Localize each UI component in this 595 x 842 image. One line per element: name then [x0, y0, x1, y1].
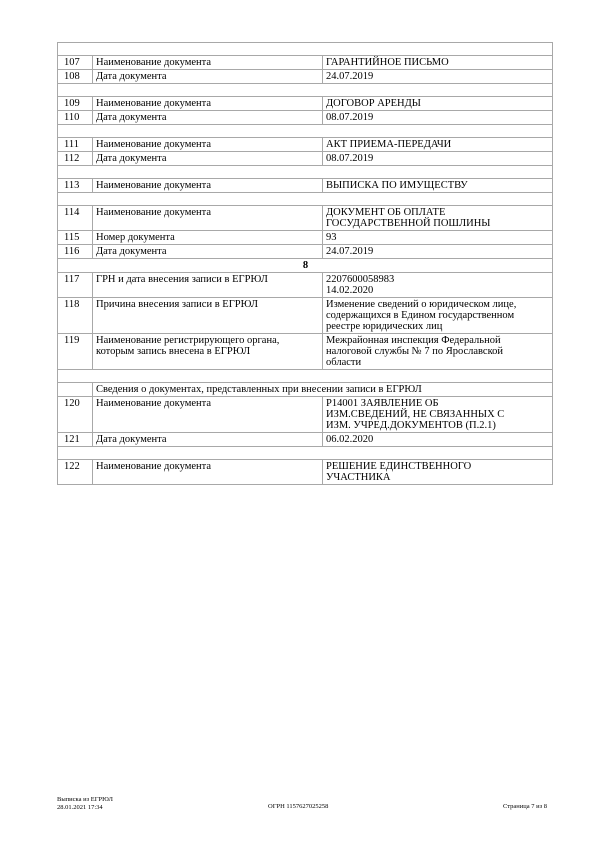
row-number: 122 [58, 460, 93, 485]
row-value: 08.07.2019 [323, 111, 553, 125]
row-label: Дата документа [93, 433, 323, 447]
row-number: 119 [58, 334, 93, 370]
egrul-extract-table [57, 42, 553, 485]
section-header-row [58, 259, 553, 273]
spacer-cell [58, 370, 553, 383]
row-number: 116 [58, 245, 93, 259]
spacer-row [58, 193, 553, 206]
row-value: ДОГОВОР АРЕНДЫ [323, 97, 553, 111]
table-row [58, 245, 553, 259]
subheader-text: Сведения о документах, представленных при внесении записи в ЕГРЮЛ [93, 383, 553, 397]
row-label: Наименование регистрирующего органа, которым запись внесена в ЕГРЮЛ [93, 334, 323, 370]
spacer-row [58, 125, 553, 138]
footer-document-info [57, 796, 113, 811]
table-body [58, 43, 553, 485]
spacer-cell [58, 193, 553, 206]
table-row [58, 179, 553, 193]
spacer-cell [58, 447, 553, 460]
row-label: Наименование документа [93, 179, 323, 193]
row-label: Причина внесения записи в ЕГРЮЛ [93, 298, 323, 334]
row-value: Изменение сведений о юридическом лице, содержащихся в Едином государственном реестре юридических лиц [323, 298, 553, 334]
row-label: Дата документа [93, 70, 323, 84]
subheader-empty-cell [58, 383, 93, 397]
row-value: 93 [323, 231, 553, 245]
row-label: Дата документа [93, 111, 323, 125]
spacer-row [58, 43, 553, 56]
row-number: 111 [58, 138, 93, 152]
row-label: ГРН и дата внесения записи в ЕГРЮЛ [93, 273, 323, 298]
spacer-row [58, 447, 553, 460]
row-value: 06.02.2020 [323, 433, 553, 447]
table-row [58, 206, 553, 231]
row-label: Наименование документа [93, 397, 323, 433]
table-row [58, 273, 553, 298]
row-value: 2207600058983 14.02.2020 [323, 273, 553, 298]
spacer-row [58, 370, 553, 383]
table-row [58, 56, 553, 70]
spacer-cell [58, 43, 553, 56]
row-number: 110 [58, 111, 93, 125]
row-number: 114 [58, 206, 93, 231]
row-label: Наименование документа [93, 97, 323, 111]
table-row [58, 460, 553, 485]
row-value: РЕШЕНИЕ ЕДИНСТВЕННОГО УЧАСТНИКА [323, 460, 553, 485]
row-label: Наименование документа [93, 56, 323, 70]
row-value: АКТ ПРИЕМА-ПЕРЕДАЧИ [323, 138, 553, 152]
row-value: 08.07.2019 [323, 152, 553, 166]
row-number: 115 [58, 231, 93, 245]
spacer-cell [58, 84, 553, 97]
row-number: 107 [58, 56, 93, 70]
footer-generated-datetime: 28.01.2021 17:34 [57, 803, 103, 811]
table-row [58, 298, 553, 334]
table-row [58, 152, 553, 166]
row-value: 24.07.2019 [323, 245, 553, 259]
row-label: Наименование документа [93, 460, 323, 485]
subheader-row [58, 383, 553, 397]
row-value: Межрайонная инспекция Федеральной налоговой службы № 7 по Ярославской области [323, 334, 553, 370]
table-row [58, 70, 553, 84]
table-row [58, 231, 553, 245]
row-value: 24.07.2019 [323, 70, 553, 84]
row-label: Номер документа [93, 231, 323, 245]
row-label: Наименование документа [93, 138, 323, 152]
table-row [58, 334, 553, 370]
row-number: 108 [58, 70, 93, 84]
row-value: ВЫПИСКА ПО ИМУЩЕСТВУ [323, 179, 553, 193]
row-value: Р14001 ЗАЯВЛЕНИЕ ОБ ИЗМ.СВЕДЕНИЙ, НЕ СВЯЗАННЫХ С ИЗМ. УЧРЕД.ДОКУМЕНТОВ (П.2.1) [323, 397, 553, 433]
row-label: Дата документа [93, 245, 323, 259]
table-row [58, 138, 553, 152]
row-label: Наименование документа [93, 206, 323, 231]
table-row [58, 97, 553, 111]
footer-ogrn: ОГРН 1157627025258 [268, 803, 329, 810]
row-label: Дата документа [93, 152, 323, 166]
row-value: ДОКУМЕНТ ОБ ОПЛАТЕ ГОСУДАРСТВЕННОЙ ПОШЛИНЫ [323, 206, 553, 231]
table-row [58, 111, 553, 125]
spacer-cell [58, 166, 553, 179]
row-number: 120 [58, 397, 93, 433]
row-number: 112 [58, 152, 93, 166]
footer-document-title: Выписка из ЕГРЮЛ [57, 796, 113, 803]
row-value: ГАРАНТИЙНОЕ ПИСЬМО [323, 56, 553, 70]
row-number: 118 [58, 298, 93, 334]
spacer-cell [58, 125, 553, 138]
row-number: 121 [58, 433, 93, 447]
section-number: 8 [58, 259, 553, 273]
table-row [58, 397, 553, 433]
row-number: 109 [58, 97, 93, 111]
table-row [58, 433, 553, 447]
footer-page-number: Страница 7 из 8 [503, 803, 548, 810]
row-number: 117 [58, 273, 93, 298]
row-number: 113 [58, 179, 93, 193]
spacer-row [58, 166, 553, 179]
spacer-row [58, 84, 553, 97]
